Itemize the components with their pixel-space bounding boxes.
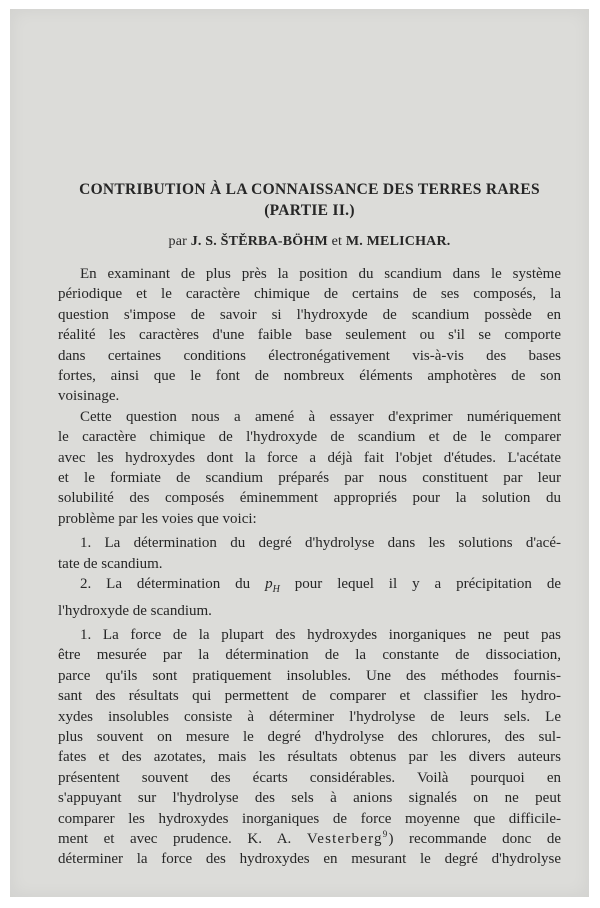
text-fragment: 2. La détermination du [80,576,251,593]
author-line [58,234,561,250]
text-line: Cette question nous a amené à essayer d'exprimer numériquement [80,408,561,425]
text-line: 1. La force de la plupart des hydroxydes inorganiques ne peut pas [80,626,561,643]
ph-symbol: $p_H$ [265,576,280,596]
text-line [58,574,561,600]
ph-subscript: H [272,584,280,596]
text-line: l'hydroxyde de scandium. [58,602,212,619]
text-line: avec les hydroxydes dont la force a déjà fait l'objet d'études. L'acétate [58,449,561,466]
text-line: être mesurée par la détermination de la constante de dissociation, [58,647,561,664]
text-line: plus souvent on mesure le degré d'hydrolyse des chlorures, des sul- [58,728,561,745]
author-2: M. MELICHAR. [345,234,451,249]
author-1: J. S. ŠTĚRBA-BÖHM [190,234,328,249]
author-conj: et [331,234,343,249]
text-line: dans certaines conditions électronégativement vis-à-vis des bases [58,347,561,364]
text-line: sant des résultats qui permettent de comparer et classifier les hydro- [58,688,561,705]
text-line: question s'impose de savoir si l'hydroxyde de scandium possède en [58,306,561,323]
paragraph-1 [58,264,561,407]
text-fragment: ment et avec prudence. K. A. [58,830,292,847]
text-line: xydes insolubles consiste à déterminer l'hydrolyse de leurs sels. Le [58,708,561,725]
text-line: problème par les voies que voici: [58,510,257,527]
text-line: réalité les caractères d'une faible base seulement ou s'il se comporte [58,327,561,344]
text-line: voisinage. [58,388,120,405]
text-line: déterminer la force des hydroxydes en mesurant le degré d'hydrolyse [58,851,561,868]
text-line: le caractère chimique de l'hydroxyde de scandium et de le comparer [58,429,561,446]
text-line: 1. La détermination du degré d'hydrolyse dans les solutions d'acé- [80,535,561,552]
paragraph-2 [58,407,561,529]
text-line: présentent souvent des écarts considérables. Voilà pourquoi en [58,769,561,786]
article [58,179,561,870]
footnote-ref: 9 [382,828,389,839]
text-fragment: ) recommande donc de [388,830,561,847]
text-line: s'appuyant sur l'hydrolyse des sels à anions signalés on ne peut [58,790,561,807]
page-sheet [10,9,589,897]
text-line: tate de scandium. [58,555,163,572]
text-line: et le formiate de scandium préparés par nous constituent par leur [58,470,561,487]
text-line: solubilité des composés éminemment appropriés pour la solution du [58,490,561,507]
title-line-1: CONTRIBUTION À LA CONNAISSANCE DES TERRES RARES [79,181,540,198]
list-item-1 [58,533,561,574]
cited-author: Vesterberg$^9$ [306,828,389,847]
text-fragment: pour lequel il y a précipitation de [294,576,561,593]
text-line: fortes, ainsi que le font de nombreux éléments amphotères de son [58,368,561,385]
text-line [58,829,561,849]
list-item-2 [58,574,561,621]
title-line-2: (PARTIE II.) [264,202,355,219]
author-prefix: par [168,234,187,249]
article-title [58,179,561,221]
text-line: périodique et le caractère chimique de certains de ses composés, la [58,286,561,303]
text-line: comparer les hydroxydes inorganiques de force moyenne que difficile- [58,810,561,827]
paragraph-3 [58,625,561,870]
text-line: fates et des azotates, mais les résultats obtenus par les divers auteurs [58,749,561,766]
text-line: En examinant de plus près la position du scandium dans le système [80,266,561,282]
text-line: parce qu'ils sont pratiquement insolubles. Une des méthodes fournis- [58,667,561,684]
